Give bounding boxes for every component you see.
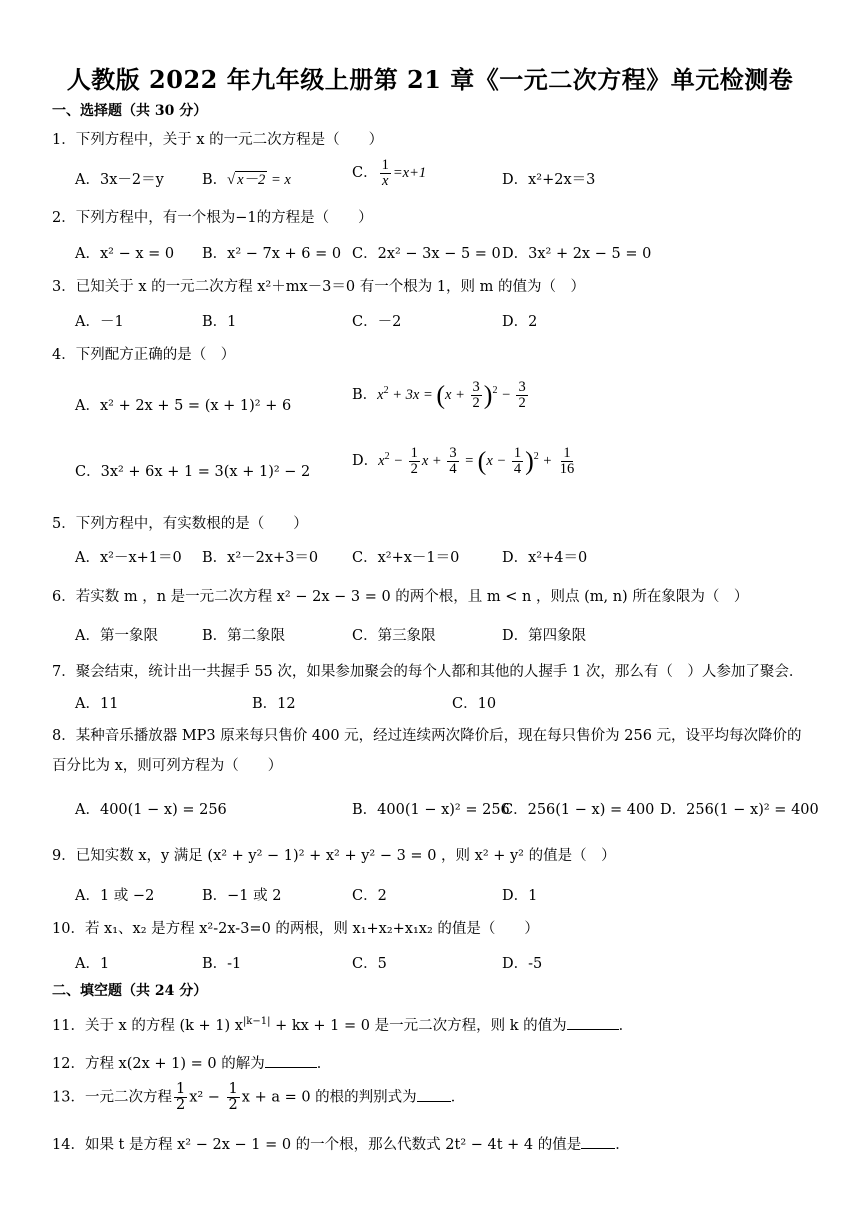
question-4-option-c: C．3x² + 6x + 1 = 3(x + 1)² − 2	[75, 464, 311, 480]
question-3-option-c: C．－2	[352, 314, 402, 330]
question-2-option-c: C．2x² − 3x − 5 = 0	[352, 246, 501, 262]
question-8-option-c: C．256(1 − x) = 400	[502, 802, 655, 818]
answer-blank-12[interactable]	[265, 1053, 317, 1068]
question-4-stem: 4．下列配方正确的是（ ）	[52, 347, 236, 363]
question-10-option-d: D．-5	[502, 956, 543, 972]
question-10-option-c: C．5	[352, 956, 387, 972]
question-4-option-d: D．$x^2$ − $\frac{1}{2}$ x + $\frac{3}{4}$ = (x − $\frac{1}{4}$ )$^2$ + $\frac{1}{16}$	[352, 445, 575, 478]
answer-blank-14[interactable]	[581, 1134, 615, 1149]
question-10-option-b: B．-1	[202, 956, 242, 972]
question-4-option-a: A．x² + 2x + 5 = (x + 1)² + 6	[75, 398, 292, 414]
question-8-option-a: A．400(1 − x) = 256	[75, 802, 227, 818]
question-2-option-b: B．x² − 7x + 6 = 0	[202, 246, 342, 262]
page-title: 人教版 2022 年九年级上册第 21 章《一元二次方程》单元检测卷	[66, 65, 794, 94]
question-5-option-c: C．x²+x－1＝0	[352, 550, 460, 566]
question-2-option-d: D．3x² + 2x − 5 = 0	[502, 246, 652, 262]
question-11: 11．关于 x 的方程 (k + 1) $x^{|k-1|}$ + kx + 1 = 0 是一元二次方程，则 k 的值为 ．	[52, 1016, 634, 1034]
question-1-option-b: B．√ x－2 = x	[202, 172, 291, 188]
question-5-option-a: A．x²－x+1＝0	[75, 550, 182, 566]
question-5-option-d: D．x²+4＝0	[502, 550, 588, 566]
question-13: 13．一元二次方程 $\frac{1}{2}$ x² − $\frac{1}{2}$ x + a = 0 的根的判别式为 ．	[52, 1081, 466, 1114]
question-6-stem: 6．若实数 m ，n 是一元二次方程 x² − 2x − 3 = 0 的两个根，且 m < n ，则点 (m, n) 所在象限为（ ）	[52, 589, 749, 605]
question-9-option-b: B．−1 或 2	[202, 888, 282, 904]
question-7-option-c: C．10	[452, 696, 497, 712]
question-8-option-b: B．400(1 − x)² = 256	[352, 802, 510, 818]
question-5-option-b: B．x²－2x+3＝0	[202, 550, 319, 566]
question-2-option-a: A．x² − x = 0	[75, 246, 175, 262]
answer-blank-11[interactable]	[567, 1015, 619, 1030]
question-3-option-b: B．1	[202, 314, 237, 330]
question-3-option-d: D．2	[502, 314, 538, 330]
question-7-stem: 7．聚会结束，统计出一共握手 55 次，如果参加聚会的每个人都和其他的人握手 1 次，那么有（ ）人参加了聚会．	[52, 664, 804, 680]
question-7-option-a: A．11	[75, 696, 119, 712]
question-7-option-b: B．12	[252, 696, 296, 712]
question-9-option-d: D．1	[502, 888, 538, 904]
question-5-stem: 5．下列方程中，有实数根的是（ ）	[52, 516, 308, 532]
question-9-stem: 9．已知实数 x，y 满足 (x² + y² − 1)² + x² + y² − 3 = 0 ，则 x² + y² 的值是（ ）	[52, 848, 616, 864]
question-1-option-c: C． $\frac{1}{x}$ =x+1	[352, 157, 427, 190]
question-9-option-a: A．1 或 −2	[75, 888, 155, 904]
answer-blank-13[interactable]	[417, 1087, 451, 1102]
question-10-stem: 10．若 x₁、x₂ 是方程 x²-2x-3=0 的两根，则 x₁+x₂+x₁x₂ 的值是（ ）	[52, 921, 539, 937]
question-14: 14．如果 t 是方程 x² − 2x − 1 = 0 的一个根，那么代数式 2t² − 4t + 4 的值是 ．	[52, 1133, 630, 1154]
question-3-stem: 3．已知关于 x 的一元二次方程 x²＋mx－3＝0 有一个根为 1，则 m 的值为（ ）	[52, 279, 586, 295]
question-8-option-d: D．256(1 − x)² = 400	[660, 802, 819, 818]
question-12: 12．方程 x(2x + 1) = 0 的解为 ．	[52, 1052, 331, 1073]
question-6-option-c: C．第三象限	[352, 628, 436, 644]
question-3-option-a: A．－1	[75, 314, 124, 330]
section-heading-choice: 一、选择题（共 30 分）	[52, 103, 208, 119]
question-6-option-b: B．第二象限	[202, 628, 286, 644]
question-6-option-d: D．第四象限	[502, 628, 587, 644]
question-8-stem: 8．某种音乐播放器 MP3 原来每只售价 400 元，经过连续两次降价后，现在每只售价为 256 元，设平均每次降价的百分比为 x，则可列方程为（ ）	[52, 728, 802, 774]
question-1-stem: 1．下列方程中，关于 x 的一元二次方程是（ ）	[52, 132, 384, 148]
question-9-option-c: C．2	[352, 888, 387, 904]
question-6-option-a: A．第一象限	[75, 628, 158, 644]
question-1-option-a: A．3x－2＝y	[75, 172, 164, 188]
question-10-option-a: A．1	[75, 956, 110, 972]
question-4-option-b: B．$x^2 + 3x = (x$ + $\frac{3}{2}$ )$^2$ − $\frac{3}{2}$	[352, 379, 526, 412]
question-1-option-d: D．x²+2x＝3	[502, 172, 596, 188]
question-2-stem: 2．下列方程中，有一个根为−1的方程是（ ）	[52, 210, 373, 226]
section-heading-fill: 二、填空题（共 24 分）	[52, 983, 208, 999]
